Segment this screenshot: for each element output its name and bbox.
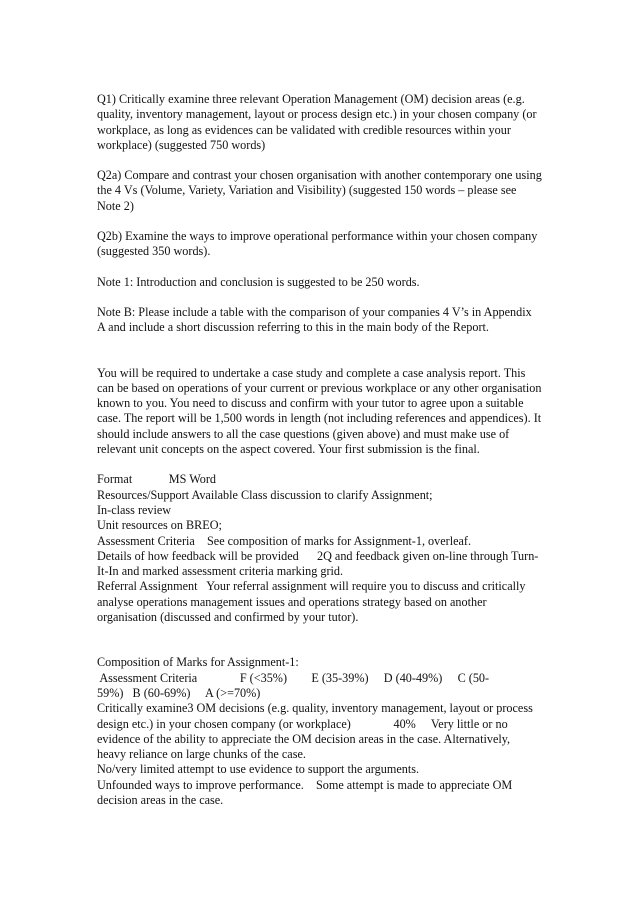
note-1: Note 1: Introduction and conclusion is suggested to be 250 words. xyxy=(97,274,420,289)
note-b: Note B: Please include a table with the comparison of your companies 4 V’s in Appendix A and include a short discussion referring to this in the main body of the Report. xyxy=(97,304,535,335)
composition-row-3: Unfounded ways to improve performance. Some attempt is made to appreciate OM decision areas in the case. xyxy=(97,777,516,807)
question-q1: Q1) Critically examine three relevant Operation Management (OM) decision areas (e.g. quality, inventory management, layout or process design etc.) in your chosen company (or workplace, as long as evidences can be validated with credible resources within your workplace) (suggested 750 words) xyxy=(97,92,540,152)
in-class-review-line: In-class review xyxy=(97,502,172,517)
document-page xyxy=(97,92,545,808)
referral-assignment: Referral Assignment Your referral assignment will require you to discuss and critically analyse operations management issues and operations strategy based on another organisation (discussed and confirmed by your tutor). xyxy=(97,579,529,625)
question-q2a: Q2a) Compare and contrast your chosen organisation with another contemporary one using the 4 Vs (Volume, Variety, Variation and Visibility) (suggested 150 words – please see Note 2) xyxy=(97,168,545,213)
composition-header-line-2: 59%) B (60-69%) A (>=70%) xyxy=(97,685,261,700)
resources-line: Resources/Support Available Class discussion to clarify Assignment; xyxy=(97,487,433,502)
question-q2b: Q2b) Examine the ways to improve operational performance within your chosen company (suggested 350 words). xyxy=(97,229,541,259)
format-line: Format MS Word xyxy=(97,472,216,487)
unit-resources-line: Unit resources on BREO; xyxy=(97,518,222,533)
assessment-criteria-line: Assessment Criteria See composition of marks for Assignment-1, overleaf. xyxy=(97,533,472,548)
composition-row-1: Critically examine3 OM decisions (e.g. quality, inventory management, layout or process design etc.) in your chosen company (or workplace) 40% Very little or no evidence of the ability to appreciate the OM decision areas in the case. Alternatively, heavy reliance on large chunks of the case. xyxy=(97,701,536,762)
intro-paragraph: You will be required to undertake a case study and complete a case analysis report. This can be based on operations of your current or previous workplace or any other organisation known to you. You need to discuss and confirm with your tutor to agree upon a suitable case. The report will be 1,500 words in length (not including references and appendices). It should include answers to all the case questions (given above) and must make use of relevant unit concepts on the aspect covered. Your first submission is the final. xyxy=(97,365,545,457)
composition-header-line-1: Assessment Criteria F (<35%) E (35-39%) D (40-49%) C (50- xyxy=(97,670,490,685)
composition-row-2: No/very limited attempt to use evidence to support the arguments. xyxy=(97,762,419,777)
composition-title: Composition of Marks for Assignment-1: xyxy=(97,655,299,670)
feedback-details: Details of how feedback will be provided 2Q and feedback given on-line through Turn-It-In and marked assessment criteria marking grid. xyxy=(97,548,539,579)
